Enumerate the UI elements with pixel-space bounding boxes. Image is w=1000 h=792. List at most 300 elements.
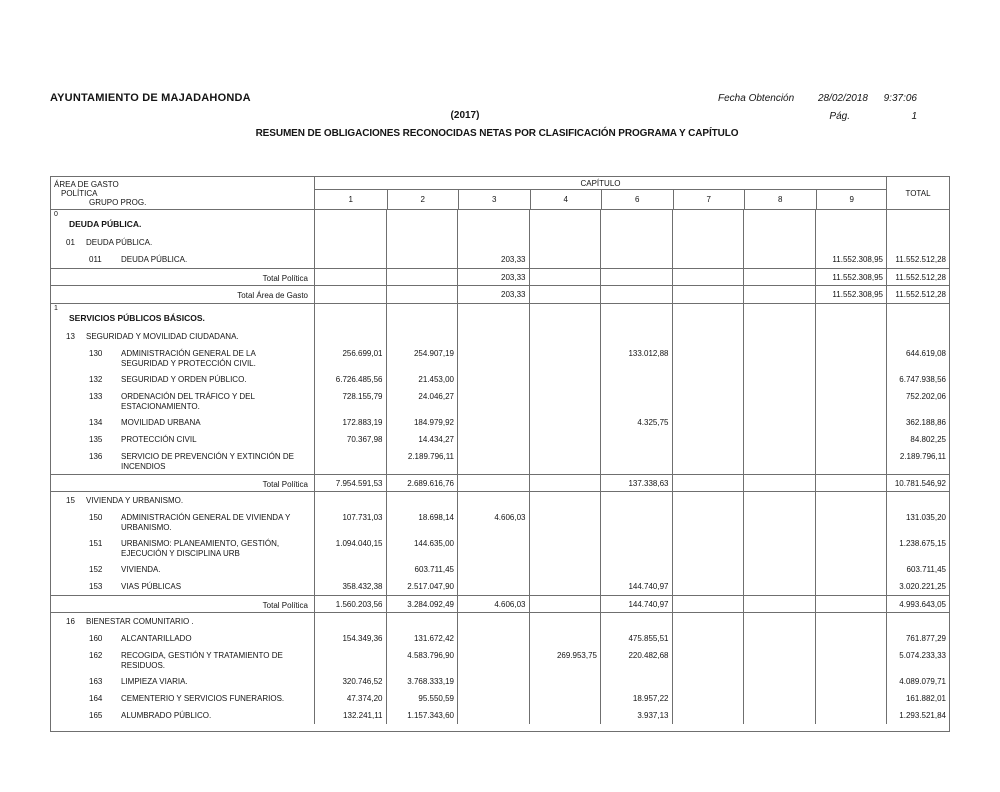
cell-capitulo-4 bbox=[529, 690, 601, 707]
politica-code: 16 bbox=[66, 617, 75, 626]
cell-capitulo-4: 269.953,75 bbox=[529, 647, 601, 673]
header-capitulo-numbers bbox=[315, 190, 886, 209]
grupo-code: 163 bbox=[89, 677, 103, 686]
cell-capitulo-6 bbox=[600, 388, 672, 414]
cell-capitulo-9 bbox=[815, 509, 887, 535]
cell-capitulo-1 bbox=[314, 251, 386, 268]
cell-capitulo-2: 2.689.616,76 bbox=[386, 475, 458, 491]
cell-capitulo-1 bbox=[314, 613, 386, 630]
cell-capitulo-9 bbox=[815, 345, 887, 371]
cell-capitulo-2 bbox=[386, 234, 458, 251]
cell-capitulo-3: 4.606,03 bbox=[457, 509, 529, 535]
cell-capitulo-9 bbox=[815, 561, 887, 578]
cell-capitulo-9 bbox=[815, 578, 887, 595]
cell-total bbox=[886, 492, 949, 509]
cell-capitulo-8 bbox=[743, 647, 815, 673]
cell-capitulo-2 bbox=[386, 492, 458, 509]
cell-capitulo-8 bbox=[743, 596, 815, 612]
cell-capitulo-3: 203,33 bbox=[457, 251, 529, 268]
grupo-label-line: SEGURIDAD Y PROTECCIÓN CIVIL. bbox=[121, 358, 256, 368]
cell-capitulo-4 bbox=[529, 371, 601, 388]
table-row bbox=[51, 251, 949, 268]
row-description-cell bbox=[51, 234, 314, 251]
table-row bbox=[51, 345, 949, 371]
cell-capitulo-2: 21.453,00 bbox=[386, 371, 458, 388]
cell-capitulo-3 bbox=[457, 431, 529, 448]
cell-capitulo-8 bbox=[743, 388, 815, 414]
table-row bbox=[51, 268, 949, 286]
cell-capitulo-7 bbox=[672, 304, 744, 328]
table-row bbox=[51, 492, 949, 509]
cell-capitulo-3 bbox=[457, 371, 529, 388]
cell-capitulo-8 bbox=[743, 690, 815, 707]
cell-capitulo-1: 728.155,79 bbox=[314, 388, 386, 414]
cell-capitulo-1 bbox=[314, 286, 386, 303]
cell-capitulo-4 bbox=[529, 707, 601, 724]
politica-code: 15 bbox=[66, 496, 75, 505]
grupo-label-line: EJECUCIÓN Y DISCIPLINA URB bbox=[121, 548, 240, 558]
cell-capitulo-9 bbox=[815, 492, 887, 509]
cell-capitulo-1: 70.367,98 bbox=[314, 431, 386, 448]
table-row bbox=[51, 448, 949, 474]
cell-capitulo-7 bbox=[672, 578, 744, 595]
cell-capitulo-4 bbox=[529, 492, 601, 509]
cell-capitulo-1 bbox=[314, 448, 386, 474]
row-description-cell bbox=[51, 371, 314, 388]
cell-capitulo-1 bbox=[314, 234, 386, 251]
header-capitulo-9: 9 bbox=[816, 190, 888, 209]
cell-capitulo-6 bbox=[600, 269, 672, 285]
cell-capitulo-2: 1.157.343,60 bbox=[386, 707, 458, 724]
cell-capitulo-2 bbox=[386, 251, 458, 268]
cell-capitulo-2 bbox=[386, 613, 458, 630]
cell-capitulo-7 bbox=[672, 690, 744, 707]
grupo-label-line: VIVIENDA. bbox=[121, 565, 161, 574]
cell-capitulo-7 bbox=[672, 234, 744, 251]
cell-capitulo-7 bbox=[672, 613, 744, 630]
cell-capitulo-4 bbox=[529, 630, 601, 647]
fecha-obtencion-value: 28/02/2018 bbox=[817, 93, 868, 104]
cell-capitulo-8 bbox=[743, 492, 815, 509]
table-row bbox=[51, 371, 949, 388]
cell-capitulo-8 bbox=[743, 578, 815, 595]
cell-capitulo-4 bbox=[529, 328, 601, 345]
cell-capitulo-7 bbox=[672, 210, 744, 234]
cell-capitulo-4 bbox=[529, 234, 601, 251]
summary-table bbox=[50, 176, 950, 732]
cell-capitulo-4 bbox=[529, 448, 601, 474]
total-area-label: Total Área de Gasto bbox=[237, 291, 308, 300]
total-politica-label: Total Política bbox=[262, 601, 308, 610]
cell-capitulo-9 bbox=[815, 630, 887, 647]
cell-total: 84.802,25 bbox=[886, 431, 949, 448]
cell-capitulo-8 bbox=[743, 561, 815, 578]
header-area-de-gasto: ÁREA DE GASTO bbox=[54, 180, 119, 189]
cell-capitulo-7 bbox=[672, 630, 744, 647]
cell-capitulo-9 bbox=[815, 647, 887, 673]
row-description-cell bbox=[51, 269, 314, 285]
cell-capitulo-2: 14.434,27 bbox=[386, 431, 458, 448]
cell-capitulo-7 bbox=[672, 414, 744, 431]
cell-capitulo-1: 256.699,01 bbox=[314, 345, 386, 371]
cell-capitulo-9 bbox=[815, 328, 887, 345]
cell-capitulo-9 bbox=[815, 431, 887, 448]
cell-capitulo-6 bbox=[600, 673, 672, 690]
cell-total: 3.020.221,25 bbox=[886, 578, 949, 595]
cell-capitulo-1: 1.094.040,15 bbox=[314, 535, 386, 561]
area-code: 1 bbox=[54, 305, 58, 312]
cell-capitulo-7 bbox=[672, 509, 744, 535]
cell-capitulo-3 bbox=[457, 690, 529, 707]
grupo-label-line: URBANISMO: PLANEAMIENTO, GESTIÓN, bbox=[121, 539, 280, 548]
header-capitulo-3: 3 bbox=[458, 190, 530, 209]
cell-capitulo-8 bbox=[743, 475, 815, 491]
header-politica: POLÍTICA bbox=[61, 189, 98, 198]
cell-capitulo-1: 320.746,52 bbox=[314, 673, 386, 690]
table-row bbox=[51, 673, 949, 690]
grupo-label-line: ORDENACIÓN DEL TRÁFICO Y DEL bbox=[121, 392, 255, 401]
table-row bbox=[51, 304, 949, 328]
cell-capitulo-2 bbox=[386, 210, 458, 234]
cell-capitulo-2: 3.284.092,49 bbox=[386, 596, 458, 612]
cell-capitulo-6 bbox=[600, 509, 672, 535]
cell-capitulo-2: 254.907,19 bbox=[386, 345, 458, 371]
cell-capitulo-8 bbox=[743, 431, 815, 448]
header-capitulo-group bbox=[314, 177, 886, 209]
cell-capitulo-4 bbox=[529, 578, 601, 595]
cell-capitulo-8 bbox=[743, 251, 815, 268]
header-capitulo-1: 1 bbox=[348, 195, 353, 204]
row-description-cell bbox=[51, 613, 314, 630]
cell-capitulo-3 bbox=[457, 210, 529, 234]
area-code: 0 bbox=[54, 211, 58, 218]
row-description-cell bbox=[51, 509, 314, 535]
cell-capitulo-6: 4.325,75 bbox=[600, 414, 672, 431]
cell-capitulo-8 bbox=[743, 328, 815, 345]
grupo-code: 133 bbox=[89, 392, 103, 401]
cell-capitulo-6 bbox=[600, 561, 672, 578]
cell-total: 131.035,20 bbox=[886, 509, 949, 535]
header-capitulo-label: CAPÍTULO bbox=[315, 177, 886, 190]
cell-capitulo-6 bbox=[600, 371, 672, 388]
cell-capitulo-1: 154.349,36 bbox=[314, 630, 386, 647]
grupo-label-line: VIAS PÚBLICAS bbox=[121, 582, 182, 591]
cell-capitulo-4 bbox=[529, 475, 601, 491]
grupo-label-line: ESTACIONAMIENTO. bbox=[121, 401, 200, 411]
grupo-label-line: RESIDUOS. bbox=[121, 660, 166, 670]
cell-capitulo-8 bbox=[743, 448, 815, 474]
row-description-cell bbox=[51, 475, 314, 491]
cell-capitulo-8 bbox=[743, 345, 815, 371]
cell-capitulo-3 bbox=[457, 673, 529, 690]
politica-label: SEGURIDAD Y MOVILIDAD CIUDADANA. bbox=[86, 332, 239, 341]
cell-capitulo-4 bbox=[529, 673, 601, 690]
grupo-label-line: LIMPIEZA VIARIA. bbox=[121, 677, 188, 686]
report-title: RESUMEN DE OBLIGACIONES RECONOCIDAS NETAS POR CLASIFICACIÓN PROGRAMA Y CAPÍTULO bbox=[255, 128, 739, 139]
cell-capitulo-4 bbox=[529, 304, 601, 328]
header-capitulo-2: 2 bbox=[387, 190, 459, 209]
cell-capitulo-6: 220.482,68 bbox=[600, 647, 672, 673]
header-capitulo-6: 6 bbox=[601, 190, 673, 209]
cell-capitulo-6 bbox=[600, 613, 672, 630]
table-row bbox=[51, 578, 949, 595]
cell-capitulo-8 bbox=[743, 673, 815, 690]
cell-capitulo-7 bbox=[672, 286, 744, 303]
header-capitulo-4: 4 bbox=[530, 190, 602, 209]
cell-capitulo-1: 47.374,20 bbox=[314, 690, 386, 707]
cell-total: 6.747.938,56 bbox=[886, 371, 949, 388]
cell-capitulo-1 bbox=[314, 647, 386, 673]
politica-label: VIVIENDA Y URBANISMO. bbox=[86, 496, 184, 505]
cell-capitulo-2: 2.517.047,90 bbox=[386, 578, 458, 595]
cell-capitulo-7 bbox=[672, 707, 744, 724]
grupo-code: 160 bbox=[89, 634, 103, 643]
cell-capitulo-3 bbox=[457, 414, 529, 431]
cell-capitulo-1: 1.560.203,56 bbox=[314, 596, 386, 612]
table-bottom-padding bbox=[51, 724, 949, 731]
cell-capitulo-3 bbox=[457, 647, 529, 673]
cell-total bbox=[886, 234, 949, 251]
row-description-cell bbox=[51, 431, 314, 448]
table-row bbox=[51, 431, 949, 448]
grupo-code: 135 bbox=[89, 435, 103, 444]
cell-capitulo-2 bbox=[386, 328, 458, 345]
cell-capitulo-2: 184.979,92 bbox=[386, 414, 458, 431]
row-description-cell bbox=[51, 328, 314, 345]
total-politica-label: Total Política bbox=[262, 274, 308, 283]
header-total: TOTAL bbox=[886, 177, 949, 209]
cell-capitulo-4 bbox=[529, 269, 601, 285]
row-description-cell bbox=[51, 492, 314, 509]
cell-capitulo-3 bbox=[457, 328, 529, 345]
cell-capitulo-6 bbox=[600, 448, 672, 474]
cell-capitulo-9 bbox=[815, 475, 887, 491]
grupo-label-line: CEMENTERIO Y SERVICIOS FUNERARIOS. bbox=[121, 694, 285, 703]
row-description-cell bbox=[51, 414, 314, 431]
table-row bbox=[51, 613, 949, 630]
row-description-cell bbox=[51, 707, 314, 724]
cell-capitulo-2: 3.768.333,19 bbox=[386, 673, 458, 690]
fecha-obtencion-label: Fecha Obtención bbox=[718, 93, 795, 104]
cell-capitulo-1 bbox=[314, 269, 386, 285]
grupo-label-line: DEUDA PÚBLICA. bbox=[121, 255, 188, 264]
grupo-label-line: INCENDIOS bbox=[121, 461, 166, 471]
grupo-code: 153 bbox=[89, 582, 103, 591]
cell-capitulo-2: 131.672,42 bbox=[386, 630, 458, 647]
cell-total: 362.188,86 bbox=[886, 414, 949, 431]
cell-capitulo-8 bbox=[743, 286, 815, 303]
cell-capitulo-6: 144.740,97 bbox=[600, 578, 672, 595]
cell-capitulo-3 bbox=[457, 388, 529, 414]
table-row bbox=[51, 234, 949, 251]
cell-capitulo-4 bbox=[529, 210, 601, 234]
cell-capitulo-6 bbox=[600, 234, 672, 251]
table-row bbox=[51, 474, 949, 492]
cell-total: 4.993.643,05 bbox=[886, 596, 949, 612]
cell-capitulo-9 bbox=[815, 414, 887, 431]
cell-total: 5.074.233,33 bbox=[886, 647, 949, 673]
cell-capitulo-7 bbox=[672, 251, 744, 268]
politica-label: DEUDA PÚBLICA. bbox=[86, 238, 153, 247]
cell-capitulo-7 bbox=[672, 535, 744, 561]
cell-total bbox=[886, 613, 949, 630]
cell-capitulo-8 bbox=[743, 535, 815, 561]
cell-capitulo-3 bbox=[457, 535, 529, 561]
cell-capitulo-4 bbox=[529, 414, 601, 431]
cell-total bbox=[886, 210, 949, 234]
cell-capitulo-4 bbox=[529, 345, 601, 371]
cell-total: 11.552.512,28 bbox=[886, 251, 949, 268]
cell-total: 644.619,08 bbox=[886, 345, 949, 371]
cell-total: 1.293.521,84 bbox=[886, 707, 949, 724]
cell-capitulo-7 bbox=[672, 345, 744, 371]
header-capitulo-7: 7 bbox=[673, 190, 745, 209]
cell-capitulo-9 bbox=[815, 448, 887, 474]
cell-capitulo-9 bbox=[815, 388, 887, 414]
table-row bbox=[51, 509, 949, 535]
cell-capitulo-3 bbox=[457, 578, 529, 595]
row-description-cell bbox=[51, 304, 314, 328]
cell-capitulo-6 bbox=[600, 210, 672, 234]
table-body bbox=[51, 210, 949, 724]
row-description-cell bbox=[51, 345, 314, 371]
cell-capitulo-1: 172.883,19 bbox=[314, 414, 386, 431]
grupo-label-line: ALUMBRADO PÚBLICO. bbox=[121, 711, 212, 720]
cell-capitulo-7 bbox=[672, 328, 744, 345]
cell-capitulo-1: 132.241,11 bbox=[314, 707, 386, 724]
row-description-cell bbox=[51, 210, 314, 234]
page-label: Pág. bbox=[829, 111, 850, 122]
cell-capitulo-6 bbox=[600, 286, 672, 303]
cell-capitulo-4 bbox=[529, 251, 601, 268]
grupo-code: 130 bbox=[89, 349, 103, 358]
cell-capitulo-1: 6.726.485,56 bbox=[314, 371, 386, 388]
table-row bbox=[51, 707, 949, 724]
page-number: 1 bbox=[911, 111, 917, 122]
row-description-cell bbox=[51, 561, 314, 578]
total-politica-label: Total Política bbox=[262, 480, 308, 489]
cell-total: 11.552.512,28 bbox=[886, 269, 949, 285]
cell-capitulo-9 bbox=[815, 596, 887, 612]
grupo-code: 150 bbox=[89, 513, 103, 522]
cell-capitulo-6 bbox=[600, 251, 672, 268]
cell-capitulo-3 bbox=[457, 613, 529, 630]
cell-capitulo-9: 11.552.308,95 bbox=[815, 269, 887, 285]
row-description-cell bbox=[51, 596, 314, 612]
cell-capitulo-6: 133.012,88 bbox=[600, 345, 672, 371]
cell-capitulo-6 bbox=[600, 431, 672, 448]
cell-capitulo-3 bbox=[457, 448, 529, 474]
cell-capitulo-6: 475.855,51 bbox=[600, 630, 672, 647]
table-row bbox=[51, 286, 949, 304]
cell-capitulo-6: 18.957,22 bbox=[600, 690, 672, 707]
header-capitulo-8: 8 bbox=[744, 190, 816, 209]
cell-capitulo-8 bbox=[743, 707, 815, 724]
cell-capitulo-2: 4.583.796,90 bbox=[386, 647, 458, 673]
table-row bbox=[51, 630, 949, 647]
cell-capitulo-7 bbox=[672, 269, 744, 285]
cell-capitulo-9: 11.552.308,95 bbox=[815, 286, 887, 303]
cell-capitulo-3: 203,33 bbox=[457, 286, 529, 303]
cell-capitulo-3 bbox=[457, 475, 529, 491]
cell-capitulo-4 bbox=[529, 388, 601, 414]
org-name: AYUNTAMIENTO DE MAJADAHONDA bbox=[50, 92, 251, 104]
row-description-cell bbox=[51, 690, 314, 707]
cell-capitulo-7 bbox=[672, 475, 744, 491]
cell-capitulo-8 bbox=[743, 304, 815, 328]
grupo-label-line: RECOGIDA, GESTIÓN Y TRATAMIENTO DE bbox=[121, 651, 283, 660]
cell-capitulo-8 bbox=[743, 414, 815, 431]
cell-capitulo-7 bbox=[672, 673, 744, 690]
grupo-label-line: SEGURIDAD Y ORDEN PÚBLICO. bbox=[121, 375, 247, 384]
cell-capitulo-9 bbox=[815, 707, 887, 724]
cell-capitulo-1: 7.954.591,53 bbox=[314, 475, 386, 491]
table-row bbox=[51, 414, 949, 431]
row-description-cell bbox=[51, 388, 314, 414]
cell-capitulo-3: 4.606,03 bbox=[457, 596, 529, 612]
cell-total bbox=[886, 304, 949, 328]
cell-capitulo-4 bbox=[529, 561, 601, 578]
grupo-code: 132 bbox=[89, 375, 103, 384]
cell-capitulo-1 bbox=[314, 210, 386, 234]
cell-capitulo-7 bbox=[672, 431, 744, 448]
cell-capitulo-2: 95.550,59 bbox=[386, 690, 458, 707]
table-row bbox=[51, 210, 949, 234]
row-description-cell bbox=[51, 673, 314, 690]
cell-capitulo-6: 3.937,13 bbox=[600, 707, 672, 724]
cell-capitulo-8 bbox=[743, 630, 815, 647]
cell-capitulo-9 bbox=[815, 690, 887, 707]
cell-capitulo-7 bbox=[672, 388, 744, 414]
cell-capitulo-9 bbox=[815, 210, 887, 234]
cell-capitulo-8 bbox=[743, 371, 815, 388]
cell-capitulo-2: 144.635,00 bbox=[386, 535, 458, 561]
grupo-code: 011 bbox=[89, 255, 102, 264]
cell-capitulo-8 bbox=[743, 234, 815, 251]
cell-capitulo-6 bbox=[600, 535, 672, 561]
cell-capitulo-6 bbox=[600, 492, 672, 509]
grupo-code: 136 bbox=[89, 452, 103, 461]
politica-code: 01 bbox=[66, 238, 75, 247]
cell-capitulo-7 bbox=[672, 596, 744, 612]
cell-capitulo-9: 11.552.308,95 bbox=[815, 251, 887, 268]
row-description-cell bbox=[51, 286, 314, 303]
cell-capitulo-9 bbox=[815, 371, 887, 388]
grupo-code: 164 bbox=[89, 694, 103, 703]
cell-capitulo-8 bbox=[743, 269, 815, 285]
cell-capitulo-7 bbox=[672, 561, 744, 578]
grupo-label-line: ADMINISTRACIÓN GENERAL DE LA bbox=[121, 349, 256, 358]
grupo-label-line: PROTECCIÓN CIVIL bbox=[121, 435, 197, 444]
cell-capitulo-3 bbox=[457, 492, 529, 509]
cell-capitulo-9 bbox=[815, 304, 887, 328]
cell-capitulo-1 bbox=[314, 492, 386, 509]
row-description-cell bbox=[51, 578, 314, 595]
row-description-cell bbox=[51, 647, 314, 673]
cell-capitulo-8 bbox=[743, 613, 815, 630]
cell-capitulo-2: 18.698,14 bbox=[386, 509, 458, 535]
cell-capitulo-2 bbox=[386, 269, 458, 285]
cell-capitulo-6 bbox=[600, 328, 672, 345]
cell-total: 2.189.796,11 bbox=[886, 448, 949, 474]
table-row bbox=[51, 595, 949, 613]
row-description-cell bbox=[51, 448, 314, 474]
cell-total: 761.877,29 bbox=[886, 630, 949, 647]
grupo-label-line: URBANISMO. bbox=[121, 522, 172, 532]
cell-capitulo-1: 358.432,38 bbox=[314, 578, 386, 595]
cell-capitulo-4 bbox=[529, 613, 601, 630]
cell-capitulo-3 bbox=[457, 345, 529, 371]
